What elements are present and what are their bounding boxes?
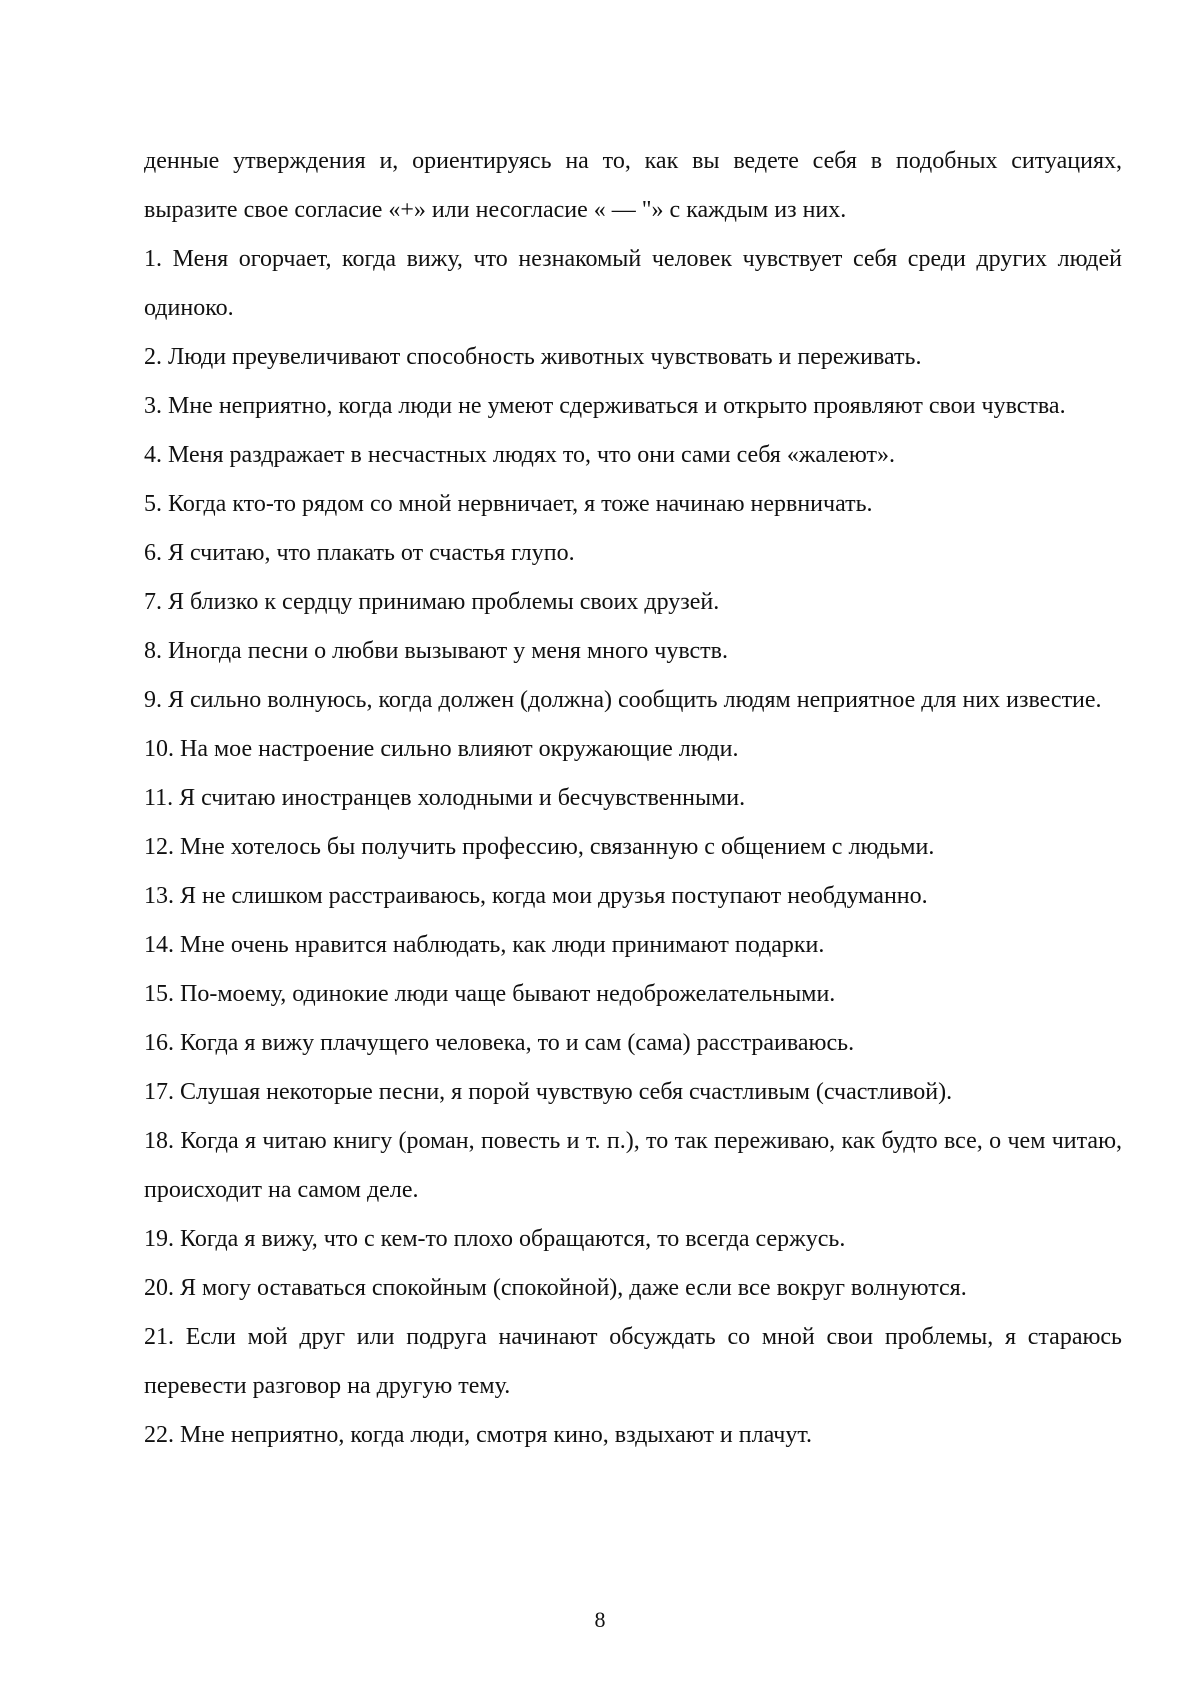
list-item: 17. Слушая некоторые песни, я порой чувствую себя счастливым (счастливой). (144, 1079, 953, 1105)
page-number: 8 (594, 1607, 606, 1632)
list-item: 19. Когда я вижу, что с кем-то плохо обращаются, то всегда сержусь. (144, 1226, 846, 1252)
list-item: 21. Если мой друг или подруга начинают обсуждать со мной свои проблемы, я стараюсь перевести разговор на другую тему. (144, 1324, 1122, 1399)
list-item: 22. Мне неприятно, когда люди, смотря кино, вздыхают и плачут. (144, 1422, 813, 1448)
list-item: 2. Люди преувеличивают способность животных чувствовать и переживать. (144, 344, 922, 370)
list-item: 18. Когда я читаю книгу (роман, повесть и т. п.), то так переживаю, как будто все, о чем читаю, происходит на самом деле. (144, 1128, 1122, 1203)
list-item: 7. Я близко к сердцу принимаю проблемы своих друзей. (144, 589, 720, 615)
list-item: 4. Меня раздражает в несчастных людях то, что они сами себя «жалеют». (144, 442, 896, 468)
list-item: 9. Я сильно волнуюсь, когда должен (должна) сообщить людям неприятное для них известие. (144, 687, 1102, 713)
intro-paragraph: денные утверждения и, ориентируясь на то, как вы ведете себя в подобных ситуациях, выразите свое согласие «+» или несогласие « — "» с каждым из них. (144, 148, 1122, 223)
list-item: 5. Когда кто-то рядом со мной нервничает, я тоже начинаю нервничать. (144, 491, 873, 517)
list-item: 16. Когда я вижу плачущего человека, то и сам (сама) расстраиваюсь. (144, 1030, 855, 1056)
list-item: 11. Я считаю иностранцев холодными и бесчувственными. (144, 785, 746, 811)
list-item: 15. По-моему, одинокие люди чаще бывают недоброжелательными. (144, 981, 836, 1007)
list-item: 6. Я считаю, что плакать от счастья глупо. (144, 540, 575, 566)
list-item: 8. Иногда песни о любви вызывают у меня много чувств. (144, 638, 728, 664)
document-body (144, 137, 1122, 1460)
list-item: 20. Я могу оставаться спокойным (спокойной), даже если все вокруг волнуются. (144, 1275, 967, 1301)
list-item: 3. Мне неприятно, когда люди не умеют сдерживаться и открыто проявляют свои чувства. (144, 393, 1066, 419)
list-item: 10. На мое настроение сильно влияют окружающие люди. (144, 736, 739, 762)
list-item: 1. Меня огорчает, когда вижу, что незнакомый человек чувствует себя среди других людей одиноко. (144, 246, 1122, 321)
list-item: 13. Я не слишком расстраиваюсь, когда мои друзья поступают необдуманно. (144, 883, 928, 909)
list-item: 12. Мне хотелось бы получить профессию, связанную с общением с людьми. (144, 834, 935, 860)
list-item: 14. Мне очень нравится наблюдать, как люди принимают подарки. (144, 932, 825, 958)
